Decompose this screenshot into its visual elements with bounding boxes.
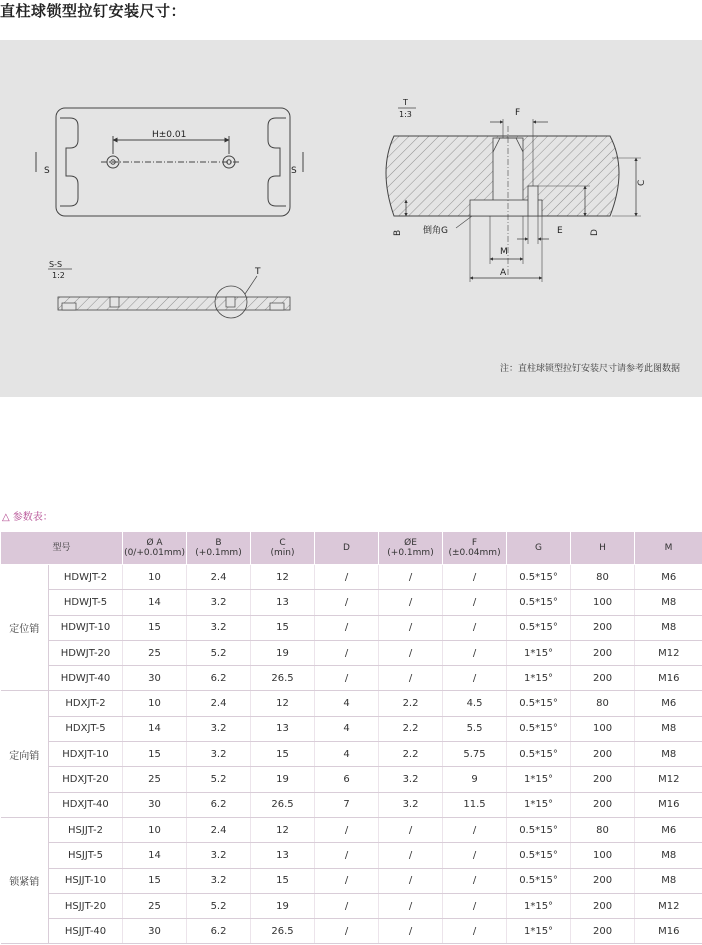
value-cell: M6 xyxy=(635,817,702,842)
section-marker-left: S xyxy=(44,166,50,176)
value-cell: 4.5 xyxy=(443,691,507,716)
value-cell: 2.2 xyxy=(379,716,443,741)
value-cell: / xyxy=(443,817,507,842)
value-cell: / xyxy=(315,893,379,918)
value-cell: / xyxy=(379,640,443,665)
value-cell: / xyxy=(379,817,443,842)
value-cell: 80 xyxy=(571,817,635,842)
col-header xyxy=(507,532,571,565)
value-cell: 14 xyxy=(123,843,187,868)
value-cell: / xyxy=(379,590,443,615)
table-row xyxy=(1,919,702,944)
value-cell: M8 xyxy=(635,742,702,767)
value-cell: 100 xyxy=(571,843,635,868)
value-cell: 10 xyxy=(123,565,187,590)
value-cell: 100 xyxy=(571,716,635,741)
value-cell: M16 xyxy=(635,919,702,944)
value-cell: 3.2 xyxy=(187,590,251,615)
col-header-title: C xyxy=(279,538,286,548)
value-cell: / xyxy=(315,590,379,615)
value-cell: 6.2 xyxy=(187,666,251,691)
params-heading-text: 参数表： xyxy=(12,512,53,523)
ss-title: S-S xyxy=(49,260,63,269)
value-cell: 200 xyxy=(571,792,635,817)
value-cell: 2.2 xyxy=(379,691,443,716)
value-cell: 5.2 xyxy=(187,767,251,792)
table-row xyxy=(1,615,702,640)
col-header-title: B xyxy=(215,538,222,548)
value-cell: 19 xyxy=(251,767,315,792)
value-cell: / xyxy=(315,868,379,893)
params-header-row xyxy=(1,532,702,565)
value-cell: 11.5 xyxy=(443,792,507,817)
col-header-unit: (±0.04mm) xyxy=(448,548,501,558)
col-header-unit: (+0.1mm) xyxy=(387,548,434,558)
value-cell: 5.75 xyxy=(443,742,507,767)
dim-a-label: A xyxy=(500,268,507,278)
model-cell: HDWJT-2 xyxy=(49,565,123,590)
col-header xyxy=(571,532,635,565)
page-title: 直柱球锁型拉钉安装尺寸： xyxy=(0,2,187,20)
value-cell: 19 xyxy=(251,640,315,665)
value-cell: 5.2 xyxy=(187,640,251,665)
value-cell: 80 xyxy=(571,691,635,716)
value-cell: 25 xyxy=(123,893,187,918)
ss-scale: 1:2 xyxy=(52,271,65,280)
col-header-title: F xyxy=(471,538,478,548)
value-cell: M8 xyxy=(635,868,702,893)
value-cell: 80 xyxy=(571,565,635,590)
table-row xyxy=(1,817,702,842)
col-header xyxy=(1,532,123,565)
col-header xyxy=(443,532,507,565)
value-cell: M12 xyxy=(635,640,702,665)
table-row xyxy=(1,565,702,590)
group-name: 锁紧销 xyxy=(1,817,49,943)
value-cell: 30 xyxy=(123,792,187,817)
value-cell: 0.5*15° xyxy=(507,565,571,590)
table-row xyxy=(1,691,702,716)
value-cell: 4 xyxy=(315,716,379,741)
col-header-unit: (min) xyxy=(270,548,295,558)
value-cell: / xyxy=(443,565,507,590)
value-cell: 1*15° xyxy=(507,919,571,944)
value-cell: M16 xyxy=(635,666,702,691)
value-cell: 15 xyxy=(123,868,187,893)
model-cell: HDXJT-20 xyxy=(49,767,123,792)
value-cell: 4 xyxy=(315,742,379,767)
h-dim-label: H±0.01 xyxy=(152,130,187,140)
t-scale: 1:3 xyxy=(399,110,412,119)
col-header-title: M xyxy=(664,543,673,553)
value-cell: 12 xyxy=(251,817,315,842)
model-cell: HSJJT-40 xyxy=(49,919,123,944)
table-row xyxy=(1,640,702,665)
table-row xyxy=(1,590,702,615)
value-cell: 26.5 xyxy=(251,919,315,944)
value-cell: 15 xyxy=(123,742,187,767)
col-header-title: 型号 xyxy=(52,543,71,553)
value-cell: 13 xyxy=(251,590,315,615)
value-cell: 1*15° xyxy=(507,893,571,918)
value-cell: 0.5*15° xyxy=(507,817,571,842)
table-row xyxy=(1,843,702,868)
value-cell: 200 xyxy=(571,767,635,792)
value-cell: 200 xyxy=(571,919,635,944)
dim-chamfer-label: 倒角G xyxy=(423,226,448,236)
value-cell: 30 xyxy=(123,666,187,691)
value-cell: / xyxy=(443,666,507,691)
value-cell: 15 xyxy=(251,615,315,640)
drawing-panel xyxy=(0,40,702,397)
table-row xyxy=(1,792,702,817)
value-cell: 2.2 xyxy=(379,742,443,767)
value-cell: 200 xyxy=(571,640,635,665)
value-cell: 6.2 xyxy=(187,919,251,944)
value-cell: / xyxy=(315,919,379,944)
value-cell: 4 xyxy=(315,691,379,716)
value-cell: 15 xyxy=(251,868,315,893)
value-cell: / xyxy=(379,843,443,868)
dim-b-label: B xyxy=(393,229,403,236)
value-cell: / xyxy=(443,919,507,944)
value-cell: 6 xyxy=(315,767,379,792)
model-cell: HDXJT-10 xyxy=(49,742,123,767)
table-row xyxy=(1,666,702,691)
value-cell: 0.5*15° xyxy=(507,691,571,716)
value-cell: 6.2 xyxy=(187,792,251,817)
value-cell: 200 xyxy=(571,868,635,893)
value-cell: / xyxy=(315,615,379,640)
params-table xyxy=(0,531,702,944)
value-cell: 1*15° xyxy=(507,666,571,691)
col-header xyxy=(123,532,187,565)
dim-f-label: F xyxy=(515,108,521,118)
value-cell: M8 xyxy=(635,615,702,640)
model-cell: HDXJT-40 xyxy=(49,792,123,817)
value-cell: 2.4 xyxy=(187,565,251,590)
value-cell: 14 xyxy=(123,716,187,741)
model-cell: HDWJT-20 xyxy=(49,640,123,665)
value-cell: / xyxy=(379,893,443,918)
value-cell: / xyxy=(443,893,507,918)
value-cell: / xyxy=(443,615,507,640)
dim-m-label: M xyxy=(500,247,508,257)
value-cell: / xyxy=(315,666,379,691)
value-cell: 3.2 xyxy=(187,716,251,741)
value-cell: 13 xyxy=(251,716,315,741)
value-cell: 10 xyxy=(123,691,187,716)
value-cell: / xyxy=(379,868,443,893)
col-header-title: ØE xyxy=(404,538,417,548)
table-row xyxy=(1,868,702,893)
col-header xyxy=(635,532,702,565)
col-header-unit: (+0.1mm) xyxy=(195,548,242,558)
value-cell: M8 xyxy=(635,716,702,741)
table-row xyxy=(1,893,702,918)
value-cell: 2.4 xyxy=(187,691,251,716)
value-cell: 200 xyxy=(571,893,635,918)
value-cell: 3.2 xyxy=(187,615,251,640)
col-header xyxy=(251,532,315,565)
col-header xyxy=(187,532,251,565)
section-marker-right: S xyxy=(291,166,297,176)
model-cell: HDWJT-5 xyxy=(49,590,123,615)
params-heading xyxy=(2,508,53,523)
value-cell: / xyxy=(379,666,443,691)
value-cell: / xyxy=(315,843,379,868)
params-body xyxy=(1,565,702,944)
col-header-title: H xyxy=(599,543,606,553)
value-cell: 3.2 xyxy=(187,742,251,767)
plate-top-view xyxy=(36,108,303,216)
value-cell: 14 xyxy=(123,590,187,615)
value-cell: 15 xyxy=(123,615,187,640)
value-cell: 5.5 xyxy=(443,716,507,741)
value-cell: / xyxy=(443,868,507,893)
value-cell: / xyxy=(379,919,443,944)
value-cell: 2.4 xyxy=(187,817,251,842)
drawing-note: 注：直柱球锁型拉钉安装尺寸请参考此图数据 xyxy=(499,364,680,374)
value-cell: 3.2 xyxy=(187,843,251,868)
value-cell: / xyxy=(443,640,507,665)
col-header-unit: (0/+0.01mm) xyxy=(124,548,185,558)
value-cell: 0.5*15° xyxy=(507,615,571,640)
value-cell: M8 xyxy=(635,590,702,615)
col-header-title: Ø A xyxy=(146,538,163,548)
value-cell: M12 xyxy=(635,893,702,918)
value-cell: 200 xyxy=(571,666,635,691)
group-name: 定向销 xyxy=(1,691,49,817)
detail-t-view xyxy=(386,98,641,282)
technical-drawing xyxy=(0,40,702,397)
model-cell: HDXJT-2 xyxy=(49,691,123,716)
model-cell: HDWJT-10 xyxy=(49,615,123,640)
col-header-title: D xyxy=(343,543,350,553)
model-cell: HDXJT-5 xyxy=(49,716,123,741)
value-cell: / xyxy=(315,640,379,665)
value-cell: 10 xyxy=(123,817,187,842)
model-cell: HSJJT-20 xyxy=(49,893,123,918)
value-cell: 0.5*15° xyxy=(507,590,571,615)
value-cell: 12 xyxy=(251,691,315,716)
value-cell: 9 xyxy=(443,767,507,792)
table-row xyxy=(1,716,702,741)
value-cell: 25 xyxy=(123,640,187,665)
value-cell: M16 xyxy=(635,792,702,817)
value-cell: 25 xyxy=(123,767,187,792)
value-cell: M6 xyxy=(635,691,702,716)
value-cell: / xyxy=(443,843,507,868)
value-cell: / xyxy=(315,565,379,590)
model-cell: HDWJT-40 xyxy=(49,666,123,691)
value-cell: 1*15° xyxy=(507,640,571,665)
value-cell: / xyxy=(315,817,379,842)
value-cell: 0.5*15° xyxy=(507,742,571,767)
group-name: 定位销 xyxy=(1,565,49,691)
value-cell: 0.5*15° xyxy=(507,868,571,893)
dim-e-label: E xyxy=(557,226,563,236)
section-ss-view xyxy=(48,260,290,318)
value-cell: 0.5*15° xyxy=(507,843,571,868)
value-cell: 13 xyxy=(251,843,315,868)
col-header xyxy=(379,532,443,565)
col-header xyxy=(315,532,379,565)
value-cell: 3.2 xyxy=(379,792,443,817)
model-cell: HSJJT-5 xyxy=(49,843,123,868)
value-cell: M6 xyxy=(635,565,702,590)
model-cell: HSJJT-10 xyxy=(49,868,123,893)
t-title: T xyxy=(403,98,408,107)
value-cell: 3.2 xyxy=(187,868,251,893)
value-cell: 200 xyxy=(571,742,635,767)
value-cell: 12 xyxy=(251,565,315,590)
t-callout: T xyxy=(255,267,261,277)
value-cell: 1*15° xyxy=(507,767,571,792)
dim-c-label: C xyxy=(637,179,647,186)
value-cell: 100 xyxy=(571,590,635,615)
value-cell: 1*15° xyxy=(507,792,571,817)
value-cell: 30 xyxy=(123,919,187,944)
value-cell: M12 xyxy=(635,767,702,792)
value-cell: 15 xyxy=(251,742,315,767)
value-cell: 3.2 xyxy=(379,767,443,792)
value-cell: 0.5*15° xyxy=(507,716,571,741)
value-cell: M8 xyxy=(635,843,702,868)
value-cell: 19 xyxy=(251,893,315,918)
value-cell: 200 xyxy=(571,615,635,640)
table-row xyxy=(1,767,702,792)
model-cell: HSJJT-2 xyxy=(49,817,123,842)
value-cell: / xyxy=(379,615,443,640)
triangle-icon: △ xyxy=(2,512,10,523)
table-row xyxy=(1,742,702,767)
value-cell: 5.2 xyxy=(187,893,251,918)
value-cell: 7 xyxy=(315,792,379,817)
dim-d-label: D xyxy=(590,229,600,236)
value-cell: / xyxy=(443,590,507,615)
col-header-title: G xyxy=(535,543,542,553)
value-cell: 26.5 xyxy=(251,792,315,817)
value-cell: / xyxy=(379,565,443,590)
value-cell: 26.5 xyxy=(251,666,315,691)
